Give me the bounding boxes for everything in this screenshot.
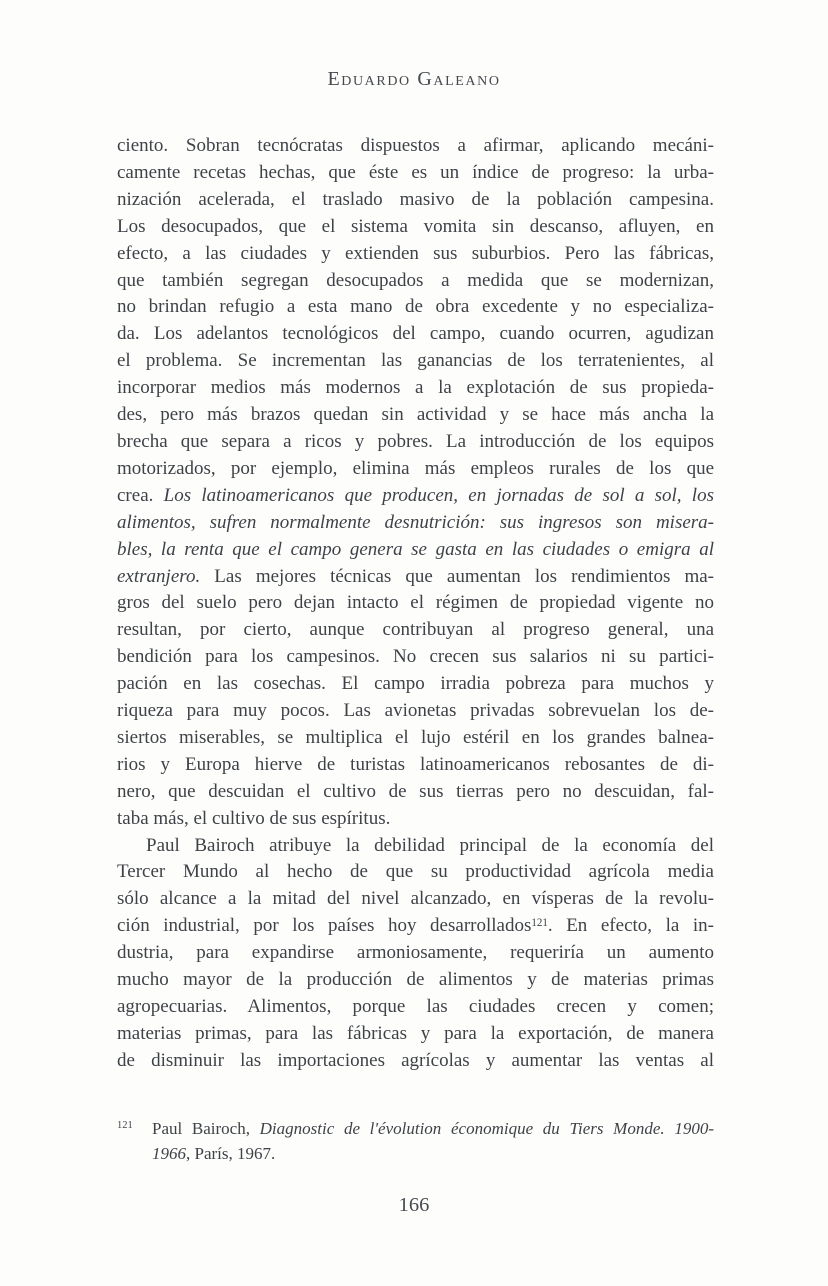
- text-line: [117, 133, 714, 160]
- text-segment: , París, 1967.: [186, 1144, 276, 1163]
- text-segment: 1966: [152, 1144, 186, 1163]
- text-line: [117, 294, 714, 321]
- text-line: [117, 644, 714, 671]
- text-segment: . En efecto, la in-: [547, 915, 714, 937]
- text-line: [117, 268, 714, 295]
- text-line: [117, 859, 714, 886]
- text-segment: Paul Bairoch atribuye la debilidad principal de la economía del: [146, 834, 714, 856]
- text-line: [117, 940, 714, 967]
- text-segment: riqueza para muy pocos. Las avionetas privadas sobrevuelan los de-: [117, 700, 714, 722]
- footnote-reference: 121: [531, 917, 548, 930]
- text-segment: taba más, el cultivo de sus espíritus.: [117, 807, 391, 829]
- text-segment: bles, la renta que el campo genera se gasta en las ciudades o emigra al: [117, 538, 714, 560]
- text-segment: ciento. Sobran tecnócratas dispuestos a afirmar, aplicando mecáni-: [117, 135, 714, 156]
- text-line: [152, 1141, 714, 1166]
- footnote-text: [152, 1116, 714, 1166]
- text-line: [117, 590, 714, 617]
- text-segment: des, pero más brazos quedan sin actividad y se hace más ancha la: [117, 404, 714, 426]
- text-line: [117, 967, 714, 994]
- text-segment: rios y Europa hierve de turistas latinoamericanos rebosantes de di-: [117, 753, 714, 775]
- text-segment: que también segregan desocupados a medida que se modernizan,: [117, 269, 714, 291]
- text-line: [117, 1048, 714, 1075]
- text-segment: siertos miserables, se multiplica el lujo estéril en los grandes balnea-: [117, 726, 714, 748]
- text-segment: dustria, para expandirse armoniosamente, requeriría un aumento: [117, 942, 714, 964]
- text-segment: camente recetas hechas, que éste es un índice de progreso: la urba-: [117, 161, 714, 183]
- text-line: [117, 833, 714, 860]
- text-line: [117, 994, 714, 1021]
- text-segment: incorporar medios más modernos a la explotación de sus propieda-: [117, 377, 714, 399]
- text-line: [117, 348, 714, 375]
- text-segment: efecto, a las ciudades y extienden sus suburbios. Pero las fábricas,: [117, 242, 714, 264]
- text-line: [117, 671, 714, 698]
- running-header: Eduardo Galeano: [327, 68, 501, 90]
- text-line: [117, 752, 714, 779]
- text-segment: ción industrial, por los países hoy desarrollados: [117, 915, 532, 937]
- text-segment: mucho mayor de la producción de alimentos y de materias primas: [117, 969, 714, 991]
- text-segment: Los latinoamericanos que producen, en jornadas de sol a sol, los: [163, 484, 714, 506]
- text-line: [117, 913, 714, 940]
- text-line: [117, 375, 714, 402]
- text-segment: nero, que descuidan el cultivo de sus tierras pero no descuidan, fal-: [117, 780, 714, 802]
- text-segment: resultan, por cierto, aunque contribuyan al progreso general, una: [117, 619, 714, 641]
- text-line: [117, 483, 714, 510]
- text-segment: pación en las cosechas. El campo irradia pobreza para muchos y: [117, 673, 714, 695]
- text-segment: Paul Bairoch,: [152, 1119, 260, 1138]
- text-segment: no brindan refugio a esta mano de obra excedente y no especializa-: [117, 296, 714, 318]
- text-line: [117, 402, 714, 429]
- footnote: [117, 1116, 714, 1166]
- text-line: [117, 886, 714, 913]
- paragraph: [117, 833, 714, 1075]
- text-line: [117, 160, 714, 187]
- text-line: [117, 564, 714, 591]
- text-line: [117, 321, 714, 348]
- text-segment: materias primas, para las fábricas y para la exportación, de manera: [117, 1022, 714, 1044]
- page-number: 166: [398, 1194, 430, 1216]
- text-line: [152, 1116, 714, 1141]
- text-line: [117, 725, 714, 752]
- text-segment: el problema. Se incrementan las ganancias de los terratenientes, al: [117, 350, 714, 372]
- text-segment: motorizados, por ejemplo, elimina más empleos rurales de los que: [117, 457, 714, 479]
- text-segment: Diagnostic de l'évolution économique du Tiers Monde. 1900-: [259, 1119, 714, 1138]
- text-line: [117, 214, 714, 241]
- text-segment: alimentos, sufren normalmente desnutrición: sus ingresos son misera-: [117, 511, 714, 533]
- text-segment: gros del suelo pero dejan intacto el régimen de propiedad vigente no: [117, 592, 714, 614]
- text-segment: crea.: [117, 484, 164, 506]
- text-segment: bendición para los campesinos. No crecen sus salarios ni su partici-: [117, 646, 714, 668]
- text-segment: extranjero.: [117, 565, 215, 587]
- text-segment: Tercer Mundo al hecho de que su productividad agrícola media: [117, 861, 714, 883]
- text-line: [117, 806, 714, 833]
- text-line: [117, 241, 714, 268]
- text-line: [117, 187, 714, 214]
- text-segment: nización acelerada, el traslado masivo de la población campesina.: [117, 188, 714, 210]
- text-segment: da. Los adelantos tecnológicos del campo, cuando ocurren, agudizan: [117, 323, 714, 345]
- body-text: [117, 133, 714, 1075]
- text-line: [117, 537, 714, 564]
- text-line: [117, 698, 714, 725]
- text-line: [117, 510, 714, 537]
- text-line: [117, 779, 714, 806]
- text-line: [117, 1021, 714, 1048]
- text-segment: brecha que separa a ricos y pobres. La introducción de los equipos: [117, 430, 714, 452]
- paragraph: [117, 133, 714, 833]
- text-segment: Las mejores técnicas que aumentan los rendimientos ma-: [214, 565, 714, 587]
- text-segment: Los desocupados, que el sistema vomita sin descanso, afluyen, en: [117, 215, 714, 237]
- text-line: [117, 617, 714, 644]
- text-segment: agropecuarias. Alimentos, porque las ciudades crecen y comen;: [117, 996, 714, 1017]
- text-segment: sólo alcance a la mitad del nivel alcanzado, en vísperas de la revolu-: [117, 888, 714, 910]
- text-segment: de disminuir las importaciones agrícolas y aumentar las ventas al: [117, 1049, 714, 1071]
- footnote-marker: 121: [117, 1120, 133, 1131]
- text-line: [117, 429, 714, 456]
- text-line: [117, 456, 714, 483]
